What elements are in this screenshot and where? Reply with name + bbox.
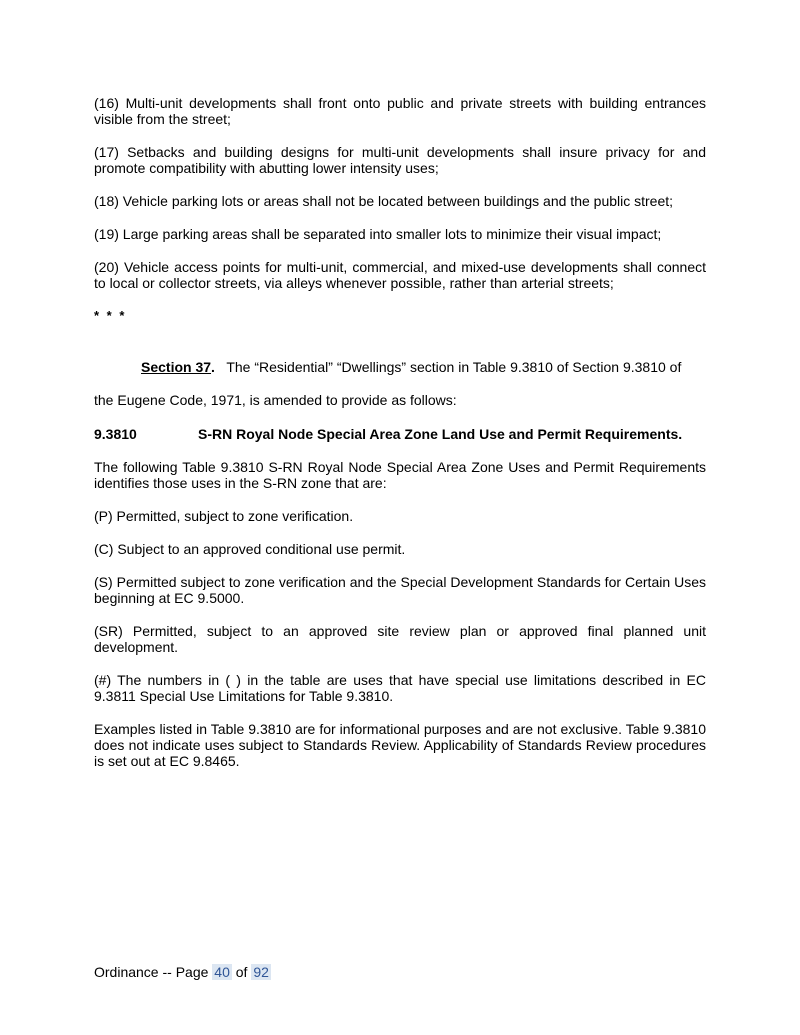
paragraph-item-18: (18) Vehicle parking lots or areas shall not be located between buildings and the public street; <box>94 193 674 209</box>
body-text <box>94 459 706 786</box>
definition-numbers: (#) The numbers in ( ) in the table are uses that have special use limitations described in EC 9.3811 Special Use Limitations for Table 9.3810. <box>94 672 706 704</box>
heading-number: 9.3810 <box>94 426 137 442</box>
document-page <box>94 95 706 769</box>
footer-prefix: Ordinance -- Page <box>94 964 209 980</box>
section-label: Section 37 <box>141 359 212 375</box>
section-heading <box>94 426 706 442</box>
intro-paragraph: The following Table 9.3810 S-RN Royal Node Special Area Zone Uses and Permit Requirements identifies those uses in the S-RN zone that are: <box>94 459 706 491</box>
footer-of: of <box>235 964 248 980</box>
definition-p: (P) Permitted, subject to zone verification. <box>94 508 354 524</box>
section-period: . <box>211 359 215 375</box>
section-text-line-1: The “Residential” “Dwellings” section in Table 9.3810 of Section 9.3810 of <box>226 359 682 375</box>
page-footer <box>94 963 271 981</box>
footer-total-pages[interactable]: 92 <box>253 964 269 980</box>
paragraph-item-17: (17) Setbacks and building designs for multi-unit developments shall insure privacy for and promote compatibility with abutting lower intensity uses; <box>94 144 706 176</box>
examples-paragraph: Examples listed in Table 9.3810 are for informational purposes and are not exclusive. Table 9.3810 does not indicate uses subject to Standards Review. Applicability of Standards Review procedures is set out at EC 9.8465. <box>94 721 706 769</box>
definition-s: (S) Permitted subject to zone verification and the Special Development Standards for Certain Uses beginning at EC 9.5000. <box>94 574 706 606</box>
paragraph-item-20: (20) Vehicle access points for multi-unit, commercial, and mixed-use developments shall connect to local or collector streets, via alleys whenever possible, rather than arterial streets; <box>94 259 706 291</box>
definition-sr: (SR) Permitted, subject to an approved site review plan or approved final planned unit development. <box>94 623 706 655</box>
definition-c: (C) Subject to an approved conditional use permit. <box>94 541 406 557</box>
section-text-line-2: the Eugene Code, 1971, is amended to provide as follows: <box>94 392 457 408</box>
section-37-line-1 <box>94 359 706 375</box>
heading-title: S-RN Royal Node Special Area Zone Land Use and Permit Requirements. <box>198 426 683 442</box>
paragraph-item-16: (16) Multi-unit developments shall front onto public and private streets with building entrances visible from the street; <box>94 95 706 127</box>
section-separator: * * * <box>94 308 127 323</box>
footer-page-number[interactable]: 40 <box>214 964 230 980</box>
paragraph-item-19: (19) Large parking areas shall be separated into smaller lots to minimize their visual impact; <box>94 226 662 242</box>
